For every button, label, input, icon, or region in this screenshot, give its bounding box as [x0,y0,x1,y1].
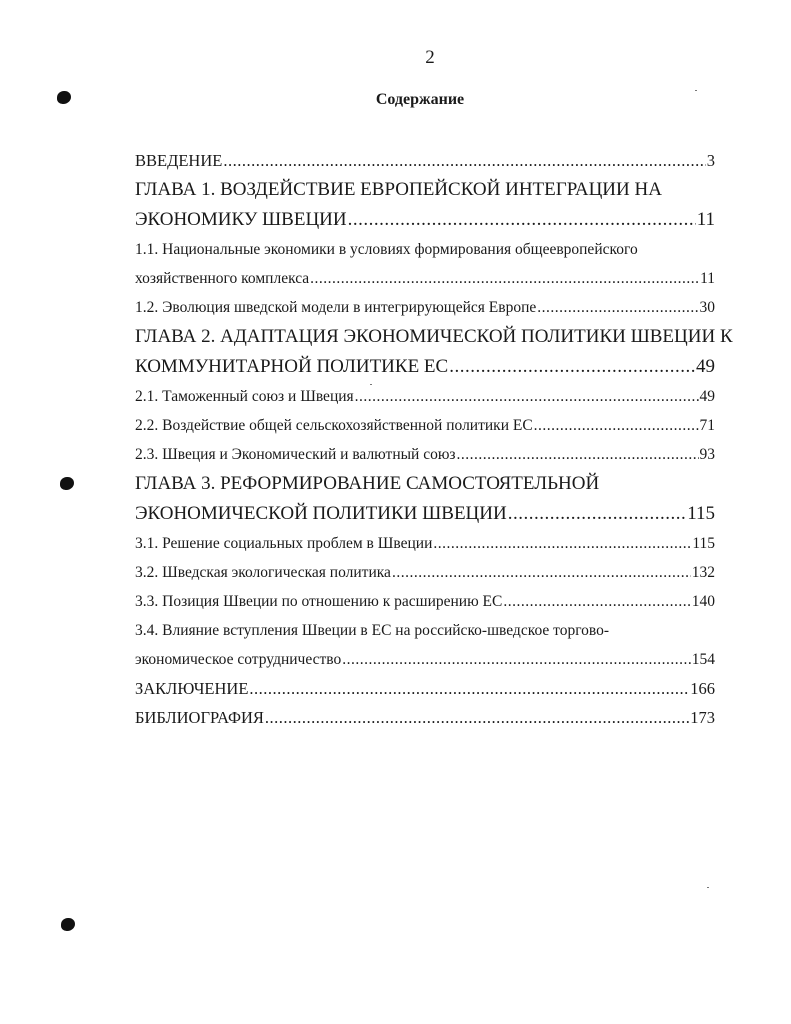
toc-entry [135,703,715,732]
scan-blot-bottom [61,918,75,931]
toc-leader-dots [508,499,686,529]
toc-entry-line [135,382,715,411]
toc-leader-dots [457,440,699,469]
toc-page-number: 173 [690,708,715,727]
toc-entry-line [135,293,715,322]
toc-leader-dots [265,703,689,732]
toc-entry-text: 3.1. Решение социальных проблем в Швеции [135,535,433,552]
toc-page-number: 3 [706,151,715,170]
scan-blot-middle [60,477,74,490]
toc-entry-line [135,352,715,382]
toc-entry-text: ЭКОНОМИЧЕСКОЙ ПОЛИТИКИ ШВЕЦИИ [135,503,507,524]
toc-entry-line [135,411,715,440]
toc-entry [135,440,715,469]
toc-entry [135,382,715,411]
toc-entry [135,411,715,440]
toc-leader-dots [433,529,691,558]
toc-entry-text: БИБЛИОГРАФИЯ [135,708,264,727]
toc-entry-text: ГЛАВА 1. ВОЗДЕЙСТВИЕ ЕВРОПЕЙСКОЙ ИНТЕГРАЦИИ НА [135,179,662,200]
toc-page-number: 71 [699,417,715,434]
toc-entry-text: 2.1. Таможенный союз и Швеция [135,388,354,405]
toc-page-number: 154 [691,651,715,668]
toc-entry-line [135,616,715,645]
toc-entry-text: хозяйственного комплекса [135,270,310,287]
scan-speck [707,887,709,888]
toc-leader-dots [348,205,696,235]
toc-entry [135,293,715,322]
toc-entry-text: 3.2. Шведская экологическая политика [135,564,391,581]
toc-entry [135,587,715,616]
toc-entry [135,616,715,674]
toc-entry-text: ЗАКЛЮЧЕНИЕ [135,679,249,698]
toc-entry-text: ВВЕДЕНИЕ [135,151,223,170]
toc-leader-dots [392,558,691,587]
scan-speck [695,90,697,91]
toc-leader-dots [223,146,705,175]
toc-entry [135,235,715,293]
toc-entry [135,146,715,175]
toc-page-number: 11 [700,270,715,287]
toc-entry-text: 1.2. Эволюция шведской модели в интегрирующейся Европе [135,299,537,316]
toc-leader-dots [342,645,691,674]
toc-entry-line [135,175,715,205]
toc-entry-line [135,469,715,499]
toc-leader-dots [534,411,699,440]
toc-entry-line [135,558,715,587]
toc-entry-text: 3.4. Влияние вступления Швеции в ЕС на российско-шведское торгово- [135,622,610,639]
toc-entry-line [135,146,715,175]
table-of-contents [135,146,733,732]
toc-entry [135,322,733,382]
toc-entry-line [135,322,733,352]
toc-page-number: 49 [699,388,715,405]
toc-entry-text: 2.3. Швеция и Экономический и валютный союз [135,446,456,463]
toc-leader-dots [449,352,695,382]
toc-page-number: 166 [690,679,715,698]
toc-page-number: 93 [699,446,715,463]
toc-page-number: 49 [696,356,715,377]
toc-entry-line [135,499,715,529]
toc-page-number: 30 [699,299,715,316]
toc-entry-text: КОММУНИТАРНОЙ ПОЛИТИКЕ ЕС [135,356,449,377]
toc-page-number: 132 [691,564,715,581]
toc-entry [135,558,715,587]
toc-entry-line [135,205,715,235]
toc-entry-text: ЭКОНОМИКУ ШВЕЦИИ [135,209,347,230]
toc-entry-line [135,645,715,674]
toc-entry-line [135,703,715,732]
toc-page-number: 115 [687,503,715,524]
toc-entry-text: экономическое сотрудничество [135,651,342,668]
toc-title: Содержание [375,91,465,108]
toc-entry-line [135,529,715,558]
toc-entry-line [135,264,715,293]
toc-entry [135,529,715,558]
toc-page-number: 11 [696,209,715,230]
toc-leader-dots [537,293,698,322]
toc-entry-text: 1.1. Национальные экономики в условиях формирования общеевропейского [135,241,638,258]
scan-speck [370,384,372,385]
toc-entry-line [135,440,715,469]
toc-leader-dots [503,587,690,616]
toc-page-number: 140 [691,593,715,610]
page-number: 2 [425,47,435,68]
toc-entry [135,469,715,529]
toc-entry-line [135,587,715,616]
toc-entry-text: ГЛАВА 3. РЕФОРМИРОВАНИЕ САМОСТОЯТЕЛЬНОЙ [135,473,600,494]
toc-leader-dots [310,264,699,293]
toc-page-number: 115 [692,535,715,552]
toc-leader-dots [355,382,699,411]
toc-entry-text: 2.2. Воздействие общей сельскохозяйственной политики ЕС [135,417,533,434]
toc-entry-line [135,235,715,264]
toc-entry-text: 3.3. Позиция Швеции по отношению к расширению ЕС [135,593,503,610]
toc-leader-dots [249,674,689,703]
toc-entry-text: ГЛАВА 2. АДАПТАЦИЯ ЭКОНОМИЧЕСКОЙ ПОЛИТИКИ ШВЕЦИИ К [135,326,733,347]
toc-entry-line [135,674,715,703]
toc-entry [135,175,715,235]
toc-entry [135,674,715,703]
